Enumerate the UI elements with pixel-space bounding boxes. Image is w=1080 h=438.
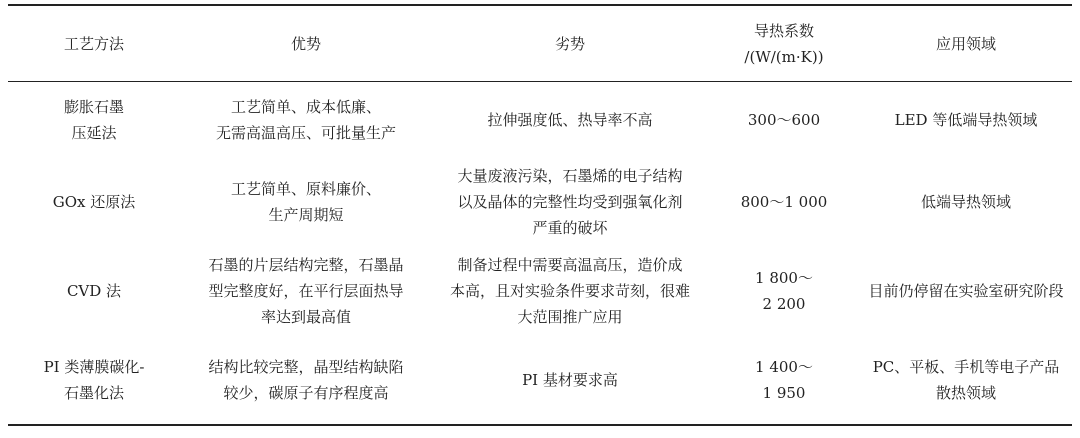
header-method: 工艺方法	[63, 34, 124, 53]
cell-method: GOx 还原法	[52, 193, 136, 211]
cell-method: CVD 法	[66, 282, 122, 300]
cell-disadvantages: 大量废液污染，石墨烯的电子结构 以及晶体的完整性均受到强氧化剂 严重的破坏	[457, 167, 683, 237]
table-row	[8, 158, 1072, 247]
cell-advantages: 石墨的片层结构完整，石墨晶 型完整度好，在平行层面热导 率达到最高值	[208, 256, 404, 326]
cell-disadvantages: PI 基材要求高	[522, 370, 618, 389]
cell-application: LED 等低端导热领域	[894, 110, 1038, 129]
table-row	[8, 82, 1072, 158]
cell-application: PC、平板、手机等电子产品 散热领域	[872, 357, 1060, 402]
cell-application: 目前仍停留在实验室研究阶段	[868, 282, 1064, 300]
header-thermal-conductivity: 导热系数 /(W/(m·K))	[744, 21, 824, 66]
header-disadvantages: 劣势	[554, 34, 585, 53]
table-row	[8, 247, 1072, 336]
cell-advantages: 工艺简单、成本低廉、 无需高温高压、可批量生产	[215, 97, 396, 142]
cell-disadvantages: 制备过程中需要高温高压，造价成 本高，且对实验条件要求苛刻，很难 大范围推广应用	[449, 256, 690, 326]
cell-method: PI 类薄膜碳化- 石墨化法	[43, 357, 145, 402]
table-header-row	[8, 5, 1072, 82]
cell-disadvantages: 拉伸强度低、热导率不高	[487, 110, 653, 129]
graphite-film-process-table	[8, 4, 1072, 426]
cell-method: 膨胀石墨 压延法	[63, 97, 124, 142]
cell-conductivity: 1 400～ 1 950	[755, 357, 813, 402]
cell-advantages: 工艺简单、原料廉价、 生产周期短	[230, 180, 381, 224]
cell-conductivity: 300～600	[747, 110, 821, 129]
header-advantages: 优势	[290, 34, 321, 53]
cell-advantages: 结构比较完整，晶型结构缺陷 较少，碳原子有序程度高	[208, 357, 404, 402]
cell-conductivity: 800～1 000	[740, 193, 828, 211]
cell-conductivity: 1 800～ 2 200	[755, 269, 813, 313]
header-application: 应用领域	[935, 34, 996, 53]
cell-application: 低端导热领域	[920, 193, 1011, 211]
table-row	[8, 336, 1072, 425]
